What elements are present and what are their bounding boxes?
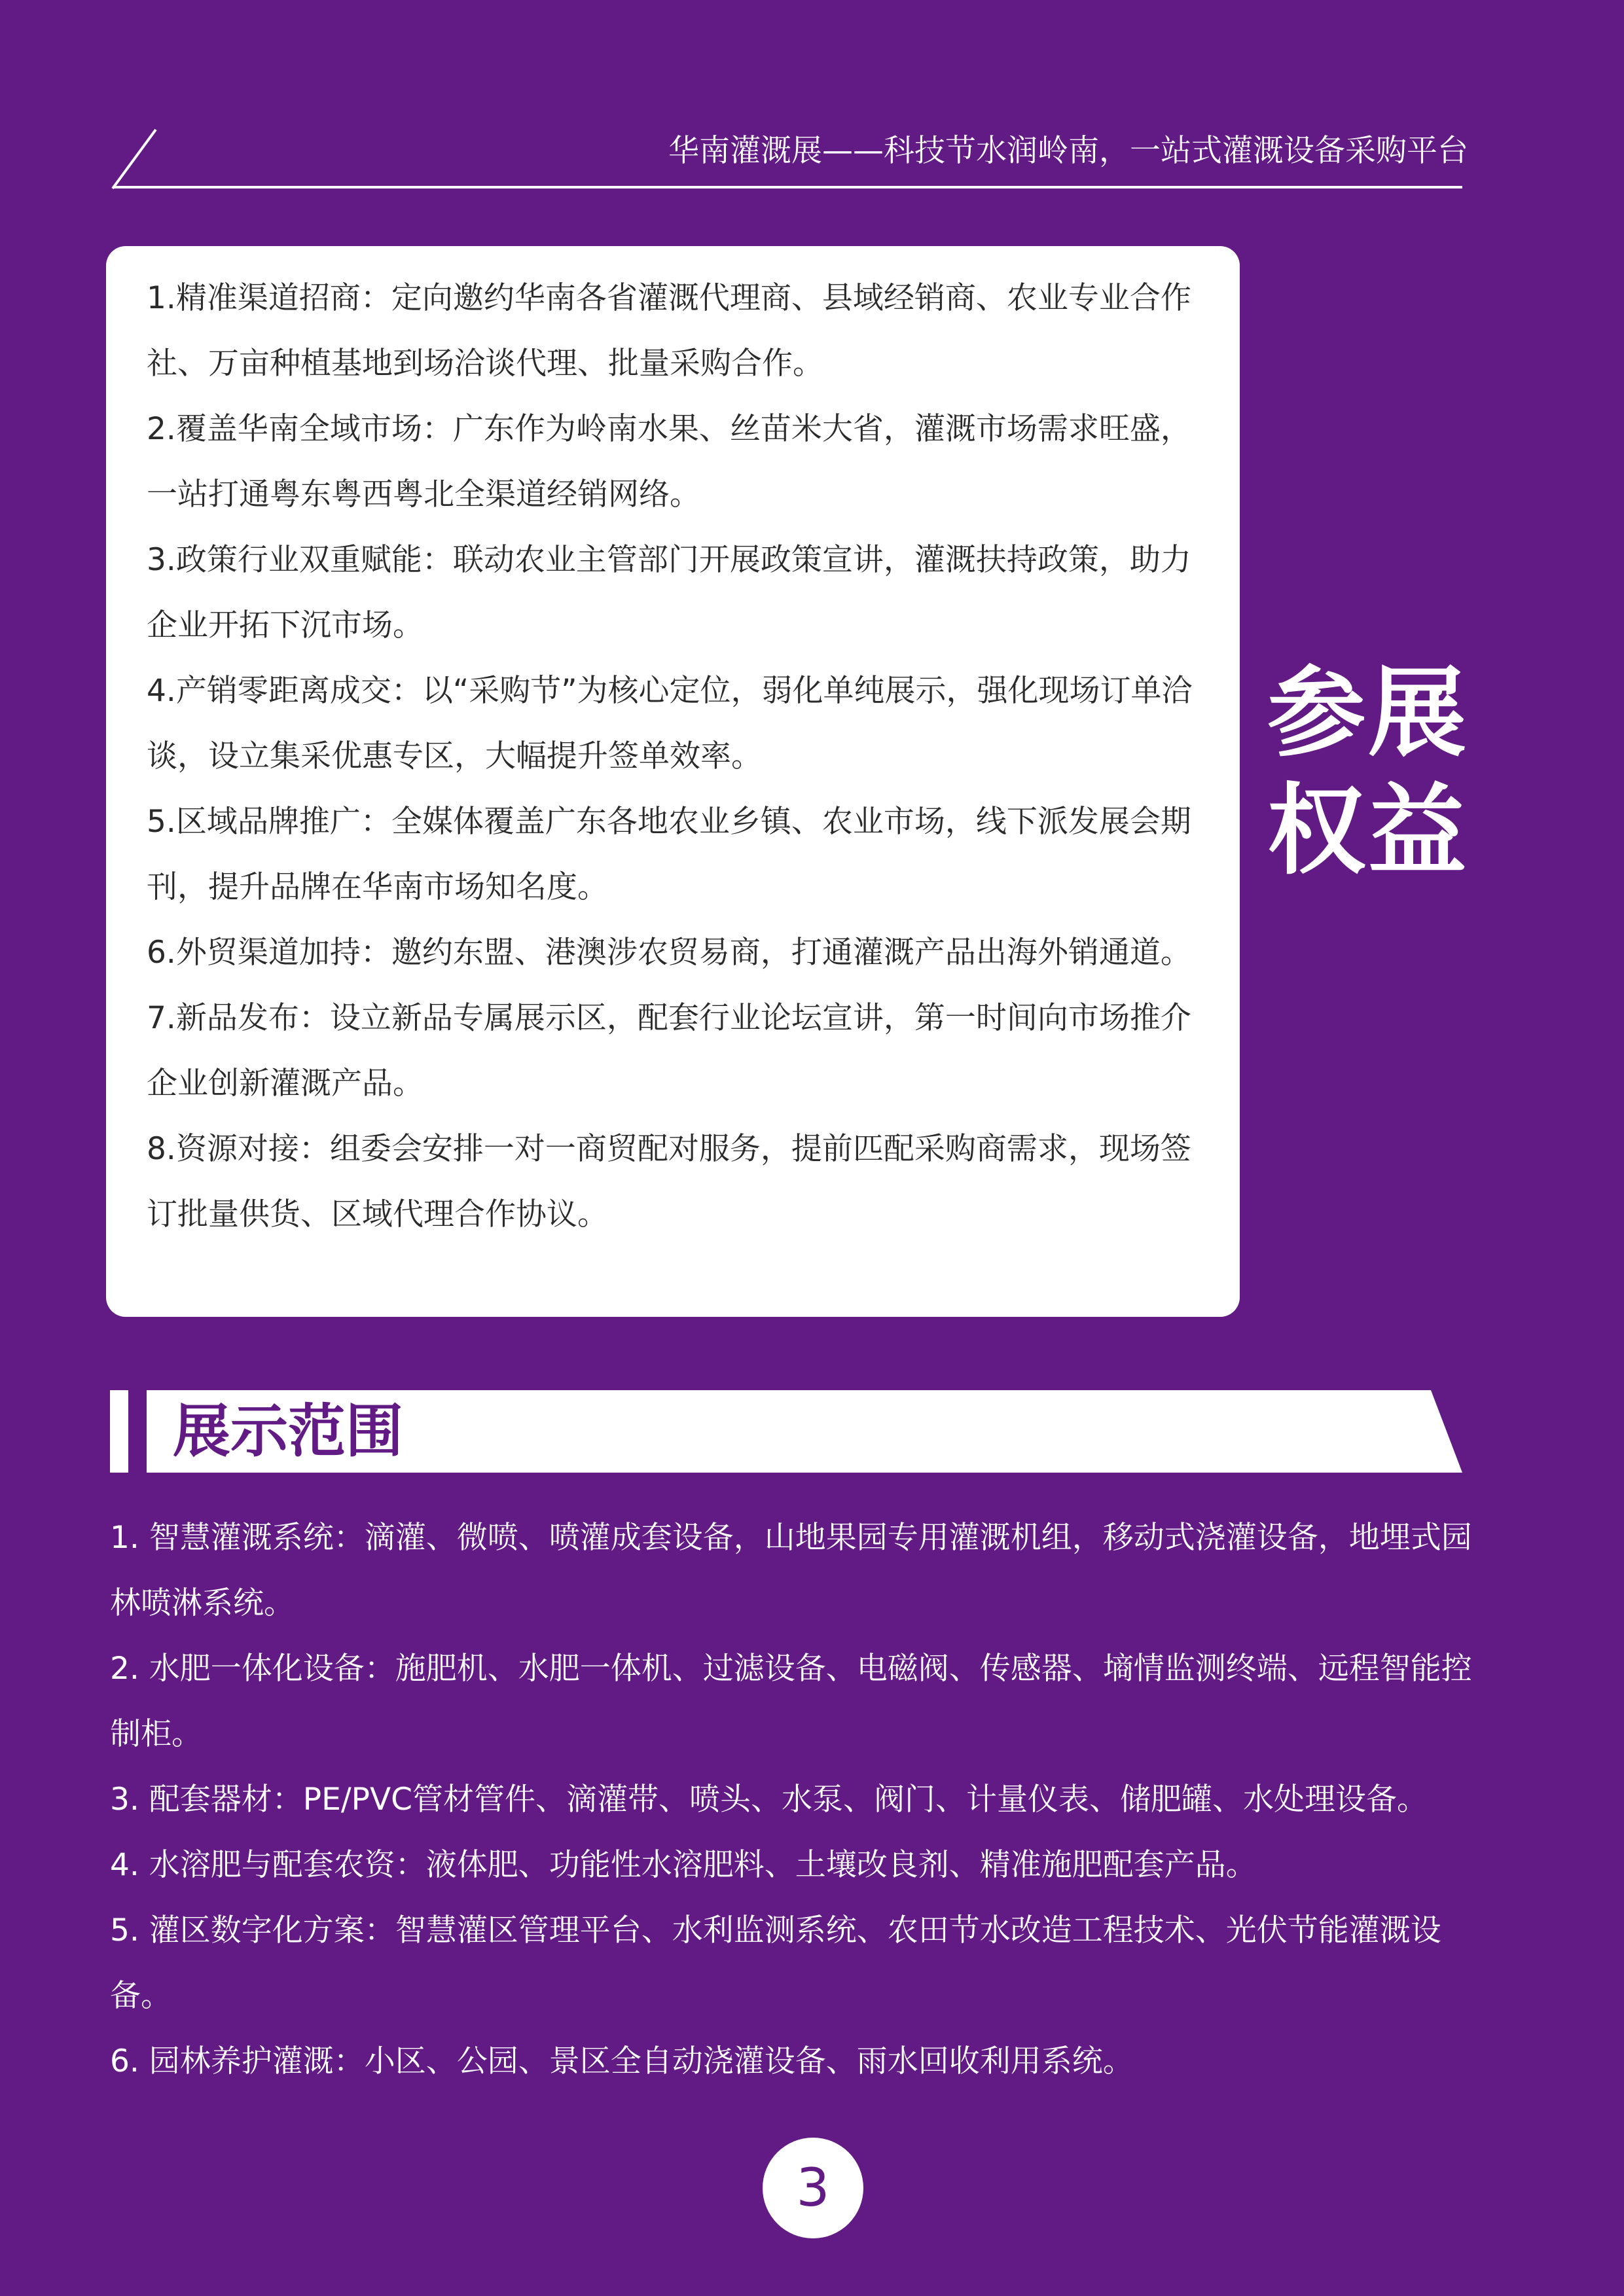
scope-item: 1. 智慧灌溉系统：滴灌、微喷、喷灌成套设备，山地果园专用灌溉机组，移动式浇灌设备，地埋式园林喷淋系统。 xyxy=(110,1520,1472,1621)
scope-item: 2. 水肥一体化设备：施肥机、水肥一体机、过滤设备、电磁阀、传感器、墒情监测终端、远程智能控制柜。 xyxy=(110,1651,1472,1752)
header-slash-decoration xyxy=(110,128,157,191)
header-title: 华南灌溉展——科技节水润岭南，一站式灌溉设备采购平台 xyxy=(668,133,1468,169)
header-divider xyxy=(113,186,1462,188)
section-title: 展示范围 xyxy=(173,1397,404,1465)
benefit-item: 5.区域品牌推广：全媒体覆盖广东各地农业乡镇、农业市场，线下派发展会期刊，提升品牌在华南市场知名度。 xyxy=(147,804,1191,905)
benefits-heading: 参展权益 xyxy=(1267,656,1470,888)
benefit-item: 6.外贸渠道加持：邀约东盟、港澳涉农贸易商，打通灌溉产品出海外销通道。 xyxy=(147,935,1191,971)
benefit-item: 1.精准渠道招商：定向邀约华南各省灌溉代理商、县域经销商、农业专业合作社、万亩种植基地到场洽谈代理、批量采购合作。 xyxy=(147,280,1191,382)
benefit-item: 2.覆盖华南全域市场：广东作为岭南水果、丝苗米大省，灌溉市场需求旺盛，一站打通粤东粤西粤北全渠道经销网络。 xyxy=(147,411,1191,512)
scope-item: 6. 园林养护灌溉：小区、公园、景区全自动浇灌设备、雨水回收利用系统。 xyxy=(110,2043,1134,2079)
benefit-item: 4.产销零距离成交：以“采购节”为核心定位，弱化单纯展示，强化现场订单洽谈，设立集采优惠专区，大幅提升签单效率。 xyxy=(147,673,1193,774)
scope-item: 3. 配套器材：PE/PVC管材管件、滴灌带、喷头、水泵、阀门、计量仪表、储肥罐、水处理设备。 xyxy=(110,1782,1428,1818)
benefit-item: 8.资源对接：组委会安排一对一商贸配对服务，提前匹配采购商需求，现场签订批量供货、区域代理合作协议。 xyxy=(147,1131,1191,1232)
benefit-item: 7.新品发布：设立新品专属展示区，配套行业论坛宣讲，第一时间向市场推介企业创新灌溉产品。 xyxy=(147,1000,1191,1102)
scope-item: 4. 水溶肥与配套农资：液体肥、功能性水溶肥料、土壤改良剂、精准施肥配套产品。 xyxy=(110,1847,1257,1883)
benefit-item: 3.政策行业双重赋能：联动农业主管部门开展政策宣讲，灌溉扶持政策，助力企业开拓下沉市场。 xyxy=(147,542,1191,643)
page-number: 3 xyxy=(763,2138,863,2238)
scope-list xyxy=(110,1505,1498,2094)
scope-item: 5. 灌区数字化方案：智慧灌区管理平台、水利监测系统、农田节水改造工程技术、光伏节能灌溉设备。 xyxy=(110,1912,1441,2014)
scope-section-banner xyxy=(110,1390,1462,1473)
benefits-card xyxy=(106,246,1240,1317)
